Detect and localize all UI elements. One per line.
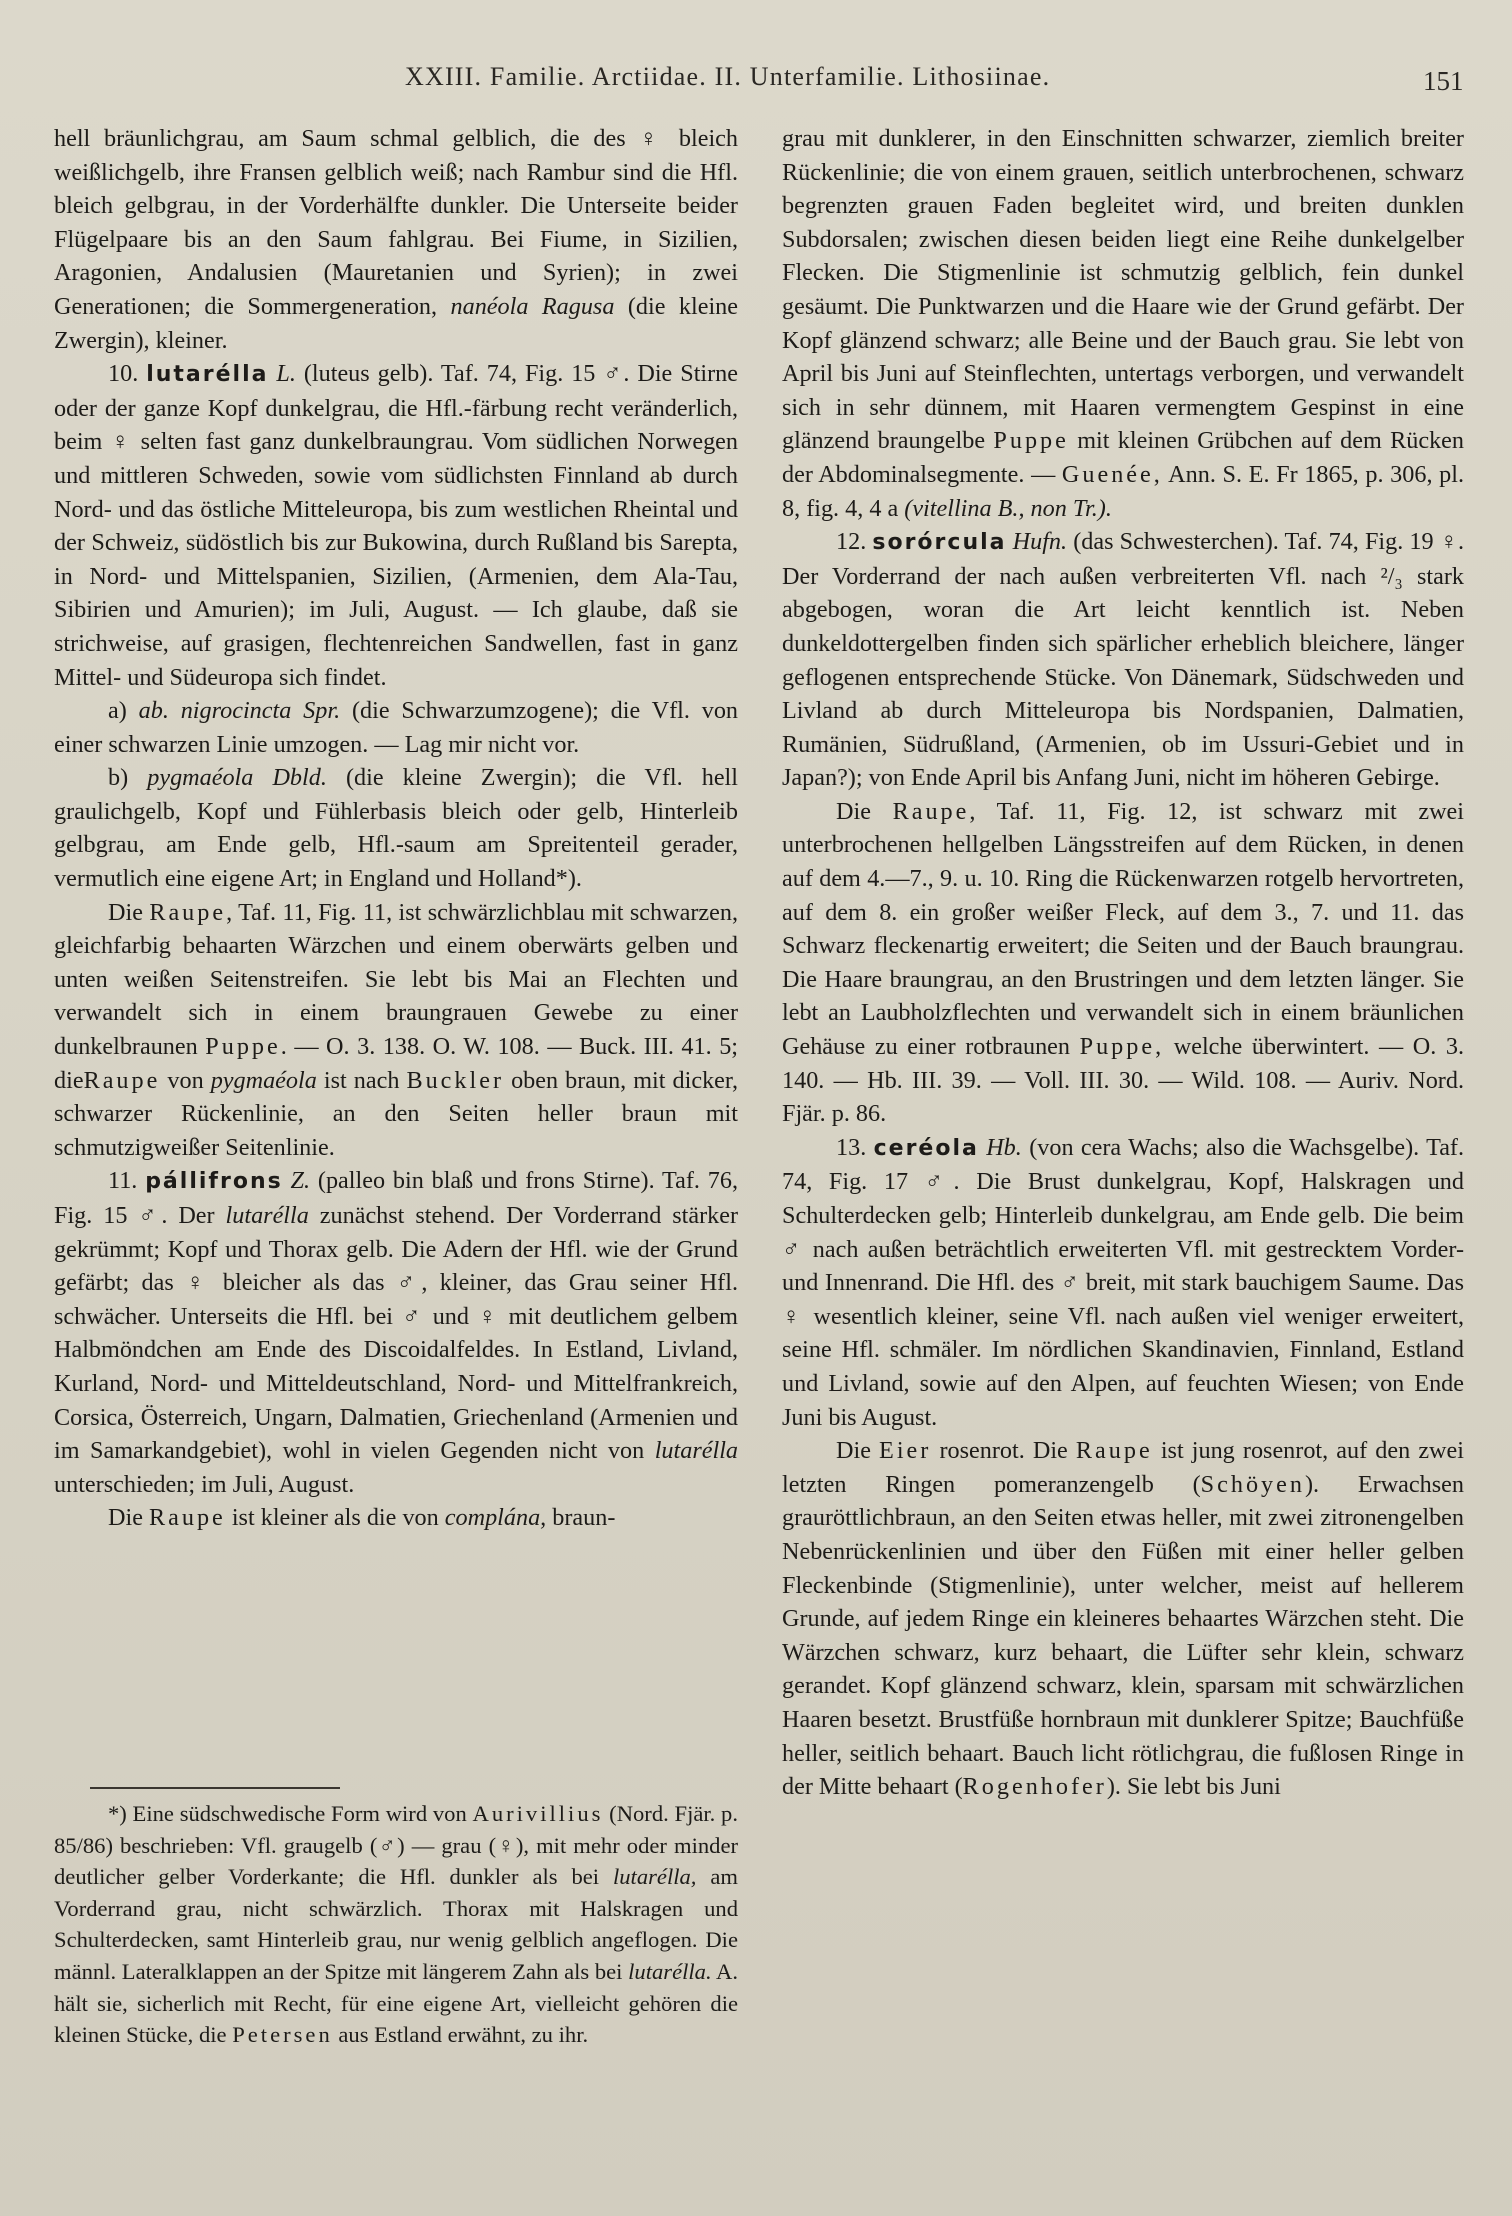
species-13-cereola: 13. ceréola Hb. (von cera Wachs; also die Wachsgelbe). Taf. 74, Fig. 17 ♂. Die Brust dunkelgrau, Kopf, Halskragen und Schulterdecken gelb; Hinterleib dunkelgrau, am Ende gelb. Die beim ♂ nach außen beträchtlich erweiterten Vfl. mit gestrecktem Vorder- und Innenrand. Die Hfl. des ♂ breit, mit stark bauchigem Saume. Das ♀ wesentlich kleiner, seine Vfl. nach außen viel weniger erweitert, seine Hfl. schmäler. Im nördlichen Skandinavien, Finnland, Estland und Livland, sowie auf den Alpen, auf feuchten Wiesen; von Ende Juni bis August. [782,1133,1465,1431]
species-name: sorórcula [872,530,1007,556]
footnote: *) Eine südschwedische Form wird von Aurivillius (Nord. Fjär. p. 85/86) beschrieben: Vfl. graugelb (♂) — grau (♀), mit mehr oder minder deutlicher gelber Vorderkante; die Hfl. dunkler als bei lutarélla, am Vorderrand grau, nicht schwärzlich. Thorax mit Halskragen und Schulterdecken, samt Hinterleib grau, nur wenig gelblich angeflogen. Die männl. Lateralklappen an der Spitze mit längerem Zahn als bei lutarélla. A. hält sie, sicherlich mit Recht, für eine eigene Art, vielleicht gehören die kleinen Stücke, die Petersen aus Estland erwähnt, zu ihr. [54,1801,738,2048]
paragraph-continued: grau mit dunklerer, in den Einschnitten schwarzer, ziemlich breiter Rückenlinie; die von einem grauen, seitlich unterbrochenen, schwarz begrenzten grauen Faden begleitet wird, und breiten dunklen Subdorsalen; zwischen diesen beiden liegt eine Reihe dunkelgelber Flecken. Die Stigmenlinie ist schmutzig gelblich, fein dunkel gesäumt. Die Punktwarzen und die Haare wie der Grund gefärbt. Der Kopf glänzend schwarz; alle Beine und der Bauch grau. Sie lebt von April bis Juni auf Steinflechten, untertags verborgen, und verwandelt sich in sehr dünnem, mit Haaren vermengtem Gespinst in eine glänzend braungelbe Puppe mit kleinen Grübchen auf dem Rücken der Abdominalsegmente. — Guenée, Ann. S. E. Fr 1865, p. 306, pl. 8, fig. 4, 4 a (vitellina B., non Tr.). [782,125,1465,522]
aberration-a: a) ab. nigrocincta Spr. (die Schwarzumzogene); die Vfl. von einer schwarzen Linie umzogen. — Lag mir nicht vor. [54,697,739,758]
page-number: 151 [1423,66,1464,96]
aberration-b: b) pygmaéola Dbld. (die kleine Zwergin); die Vfl. hell graulichgelb, Kopf und Fühlerbasis bleich oder gelb, Hinterleib gelbgrau, am Ende gelb, Hfl.-saum am Spreitenteil gerader, vermutlich eine eigene Art; in England und Holland*). [54,764,738,893]
taxon-name: nanéola Ragusa [450,292,615,320]
species-name: lutarélla [146,362,269,388]
right-column [782,122,1464,1804]
species-12-sororcula: 12. sorórcula Hufn. (das Schwesterchen). Taf. 74, Fig. 19 ♀. Der Vorderrand der nach außen verbreiterten Vfl. nach ²/₃ stark abgebogen, woran die Art leicht kenntlich ist. Neben dunkeldottergelben finden sich spärlicher erheblich bleichere, länger geflogenen entsprechende Stücke. Von Dänemark, Südschweden und Livland ab durch Mitteleuropa bis Nordspanien, Dalmatien, Rumänien, Südrußland, (Armenien, ob im Ussuri-Gebiet und in Japan?); von Ende April bis Anfang Juni, nicht im höheren Gebirge. [782,528,1465,792]
aberration-name: ab. nigrocincta Spr. [138,697,341,725]
species-10-lutarella: 10. lutarélla L. (luteus gelb). Taf. 74, Fig. 15 ♂. Die Stirne oder der ganze Kopf dunkelgrau, die Hfl.-färbung recht veränderlich, beim ♀ selten fast ganz dunkelbraungrau. Vom südlichen Norwegen und mittleren Schweden, sowie vom südlichsten Finnland ab durch Nord- und das östliche Mitteleuropa, bis zum westlichen Rheintal und der Schweiz, südöstlich bis zur Bukowina, durch Rußland bis Sarepta, in Nord- und Mittelspanien, Sizilien, (Armenien, dem Ala-Tau, Sibirien und Amurien); im Juli, August. — Ich glaube, daß sie strichweise, auf grasigen, flechtenreichen Sandwellen, fast in ganz Mittel- und Südeuropa sich findet. [54,360,739,691]
paragraph-continued: hell bräunlichgrau, am Saum schmal gelblich, die des ♀ bleich weißlichgelb, ihre Fransen gelblich weiß; nach Rambur sind die Hfl. bleich gelbgrau, in der Vorderhälfte dunkler. Die Unterseite beider Flügelpaare bis an den Saum fahlgrau. Bei Fiume, in Sizilien, Aragonien, Andalusien (Mauretanien und Syrien); in zwei Generationen; die Sommergeneration, nanéola Ragusa (die kleine Zwergin), kleiner. [54,125,739,354]
running-title: XXIII. Familie. Arctiidae. II. Unterfamilie. Lithosiinae. [405,62,1051,91]
footnote-divider [90,1787,340,1789]
species-name: pállifrons [145,1169,283,1195]
left-column [54,122,738,1535]
larva-paragraph: Die Raupe, Taf. 11, Fig. 11, ist schwärzlichblau mit schwarzen, gleichfarbig behaarten Wärzchen und einem oberwärts gelben und unten weißen Seitenstreifen. Sie lebt bis Mai an Flechten und verwandelt sich in einem braungrauen Gewebe zu einer dunkelbraunen Puppe. — O. 3. 138. O. W. 108. — Buck. III. 41. 5; dieRaupe von pygmaéola ist nach Buckler oben braun, mit dicker, schwarzer Rückenlinie, an den Seiten heller braun mit schmutzigweißer Seitenlinie. [54,898,739,1161]
larva-paragraph: Die Raupe, Taf. 11, Fig. 12, ist schwarz mit zwei unterbrochenen hellgelben Längsstreifen auf dem Rücken, in denen auf dem 4.—7., 9. u. 10. Ring die Rückenwarzen rotgelb hervortreten, auf dem 8. ein großer weißer Fleck, auf dem 3., 7. und 11. das Schwarz fleckenartig erweitert; die Seiten und der Bauch braungrau. Die Haare braungrau, an den Brustringen und dem letzten länger. Sie lebt an Laubholzflechten und verwandelt sich in einem bräunlichen Gehäuse zu einer rotbraunen Puppe, welche überwintert. — O. 3. 140. — Hb. III. 39. — Voll. III. 30. — Wild. 108. — Auriv. Nord. Fjär. p. 86. [782,797,1465,1128]
larva-paragraph: Die Raupe ist kleiner als die von complána, braun- [108,1504,616,1532]
species-11-pallifrons: 11. pállifrons Z. (palleo bin blaß und frons Stirne). Taf. 76, Fig. 15 ♂. Der lutarélla zunächst stehend. Der Vorderrand stärker gekrümmt; Kopf und Thorax gelb. Die Adern der Hfl. wie der Grund gefärbt; das ♀ bleicher als das ♂, kleiner, das Grau seiner Hfl. schwächer. Unterseits die Hfl. bei ♂ und ♀ mit deutlichem gelbem Halbmöndchen am Ende des Discoidalfeldes. In Estland, Livland, Kurland, Nord- und Mitteldeutschland, Nord- und Mittelfrankreich, Corsica, Österreich, Ungarn, Dalmatien, Griechenland (Armenien und im Samarkandgebiet), wohl in vielen Gegenden nicht von lutarélla unterschieden; im Juli, August. [54,1167,739,1498]
species-name: ceréola [873,1135,979,1161]
aberration-name: pygmaéola Dbld. [147,764,327,792]
egg-larva-paragraph: Die Eier rosenrot. Die Raupe ist jung rosenrot, auf den zwei letzten Ringen pomeranzengelb (Schöyen). Erwachsen grauröttlichbraun, an den Seiten etwas heller, mit zwei zitronengelben Nebenrückenlinien und über den Füßen mit einer heller gelben Fleckenbinde (Stigmenlinie), unter welcher, meist auf hellerem Grunde, auf jedem Ringe ein kleineres behaartes Wärzchen steht. Die Wärzchen schwarz, kurz behaart, die Lüfter sehr klein, schwarz gerandet. Kopf glänzend schwarz, klein, sparsam mit schwärzlichen Haaren besetzt. Brustfüße hornbraun mit dunklerer Spitze; Bauchfüße heller, seitlich behaart. Bauch licht rötlichgrau, die fußlosen Ringe in der Mitte behaart (Rogenhofer). Sie lebt bis Juni [782,1437,1464,1801]
running-header [0,62,1512,102]
